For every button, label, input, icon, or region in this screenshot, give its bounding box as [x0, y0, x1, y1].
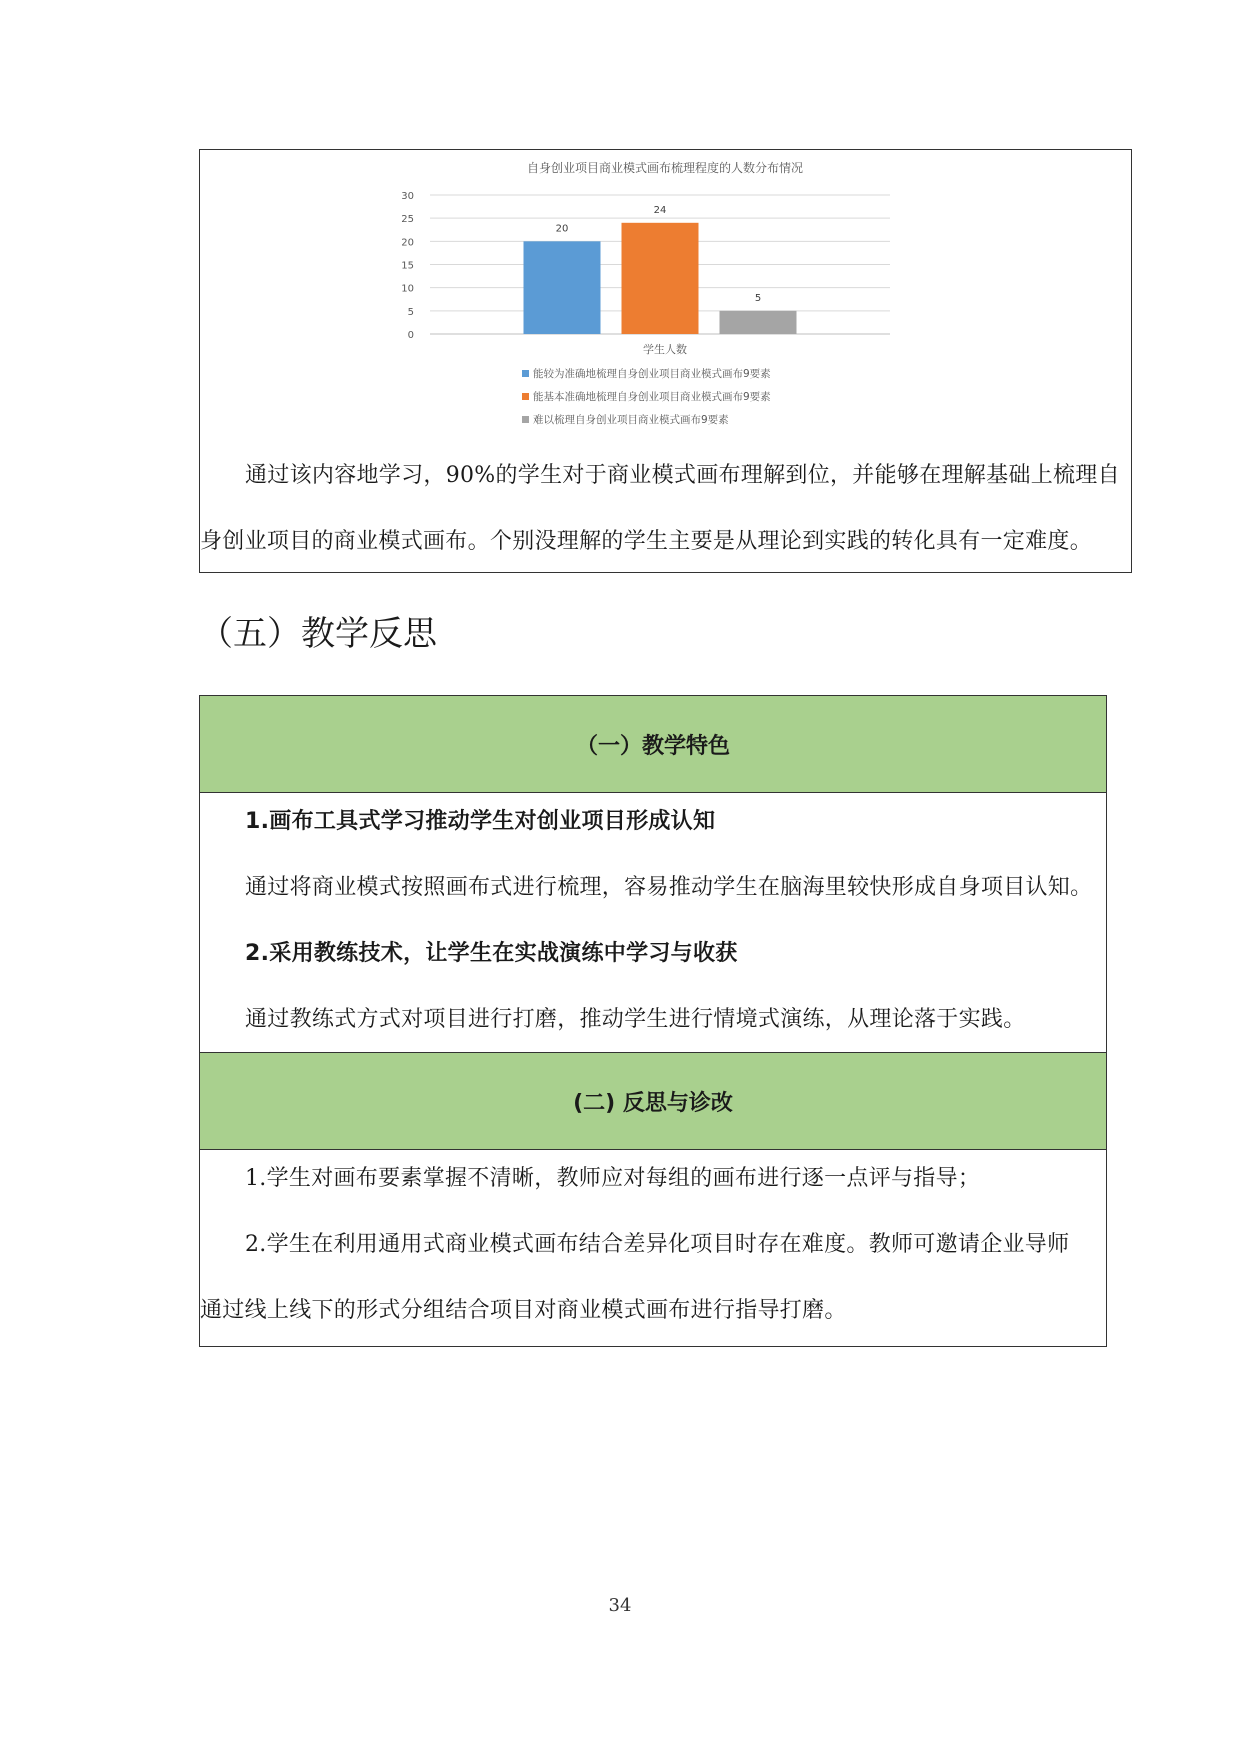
- data-label: 5: [754, 292, 762, 304]
- bar-chart: [200, 150, 1130, 580]
- bar: [524, 241, 601, 334]
- y-tick-label: 0: [407, 330, 414, 341]
- reflection-item-2-line-2: 通过线上线下的形式分组结合项目对商业模式画布进行指导打磨。: [200, 1298, 847, 1323]
- chart-x-label: 学生人数: [643, 343, 687, 356]
- bar: [720, 311, 797, 334]
- reflection-header: [200, 1053, 1106, 1149]
- y-tick-label: 20: [401, 237, 414, 249]
- feature-1-text: 通过将商业模式按照画布式进行梳理，容易推动学生在脑海里较快形成自身项目认知。: [245, 875, 1093, 900]
- teaching-features-header: [200, 696, 1106, 792]
- y-tick-label: 5: [407, 306, 414, 318]
- row-divider: [200, 792, 1106, 793]
- y-tick-label: 30: [401, 191, 414, 202]
- data-label: 24: [653, 204, 667, 216]
- y-tick-label: 10: [401, 283, 414, 295]
- legend-label: 难以梳理自身创业项目商业模式画布9要素: [533, 414, 729, 426]
- data-label: 20: [555, 223, 569, 235]
- feature-1-title: 1.画布工具式学习推动学生对创业项目形成认知: [245, 809, 716, 834]
- bar: [622, 223, 699, 334]
- reflection-item-2-line-1: 2.学生在利用通用式商业模式画布结合差异化项目时存在难度。教师可邀请企业导师: [245, 1232, 1070, 1257]
- feature-2-text: 通过教练式方式对项目进行打磨，推动学生进行情境式演练，从理论落于实践。: [245, 1007, 1026, 1032]
- legend-label: 能基本准确地梳理自身创业项目商业模式画布9要素: [533, 391, 771, 403]
- summary-line-1: 通过该内容地学习，90%的学生对于商业模式画布理解到位，并能够在理解基础上梳理自: [245, 463, 1120, 488]
- section-title: （五）教学反思: [199, 614, 437, 654]
- y-tick-label: 15: [401, 260, 414, 272]
- reflection-item-1: 1.学生对画布要素掌握不清晰，教师应对每组的画布进行逐一点评与指导；: [245, 1166, 981, 1191]
- legend-swatch: [522, 370, 529, 377]
- chart-summary-box: [199, 149, 1132, 573]
- row-divider: [200, 1149, 1106, 1150]
- reflection-table: [199, 695, 1107, 1347]
- teaching-features-header-text: （一）教学特色: [575, 733, 730, 759]
- legend-swatch: [522, 416, 529, 423]
- legend-swatch: [522, 393, 529, 400]
- page-number: 34: [608, 1595, 632, 1616]
- y-tick-label: 25: [401, 214, 414, 226]
- reflection-header-text: (二) 反思与诊改: [573, 1090, 733, 1116]
- summary-line-2: 身创业项目的商业模式画布。个别没理解的学生主要是从理论到实践的转化具有一定难度。: [200, 529, 1093, 554]
- feature-2-title: 2.采用教练技术，让学生在实战演练中学习与收获: [245, 941, 738, 966]
- legend-label: 能较为准确地梳理自身创业项目商业模式画布9要素: [533, 368, 771, 380]
- chart-title: 自身创业项目商业模式画布梳理程度的人数分布情况: [526, 161, 804, 175]
